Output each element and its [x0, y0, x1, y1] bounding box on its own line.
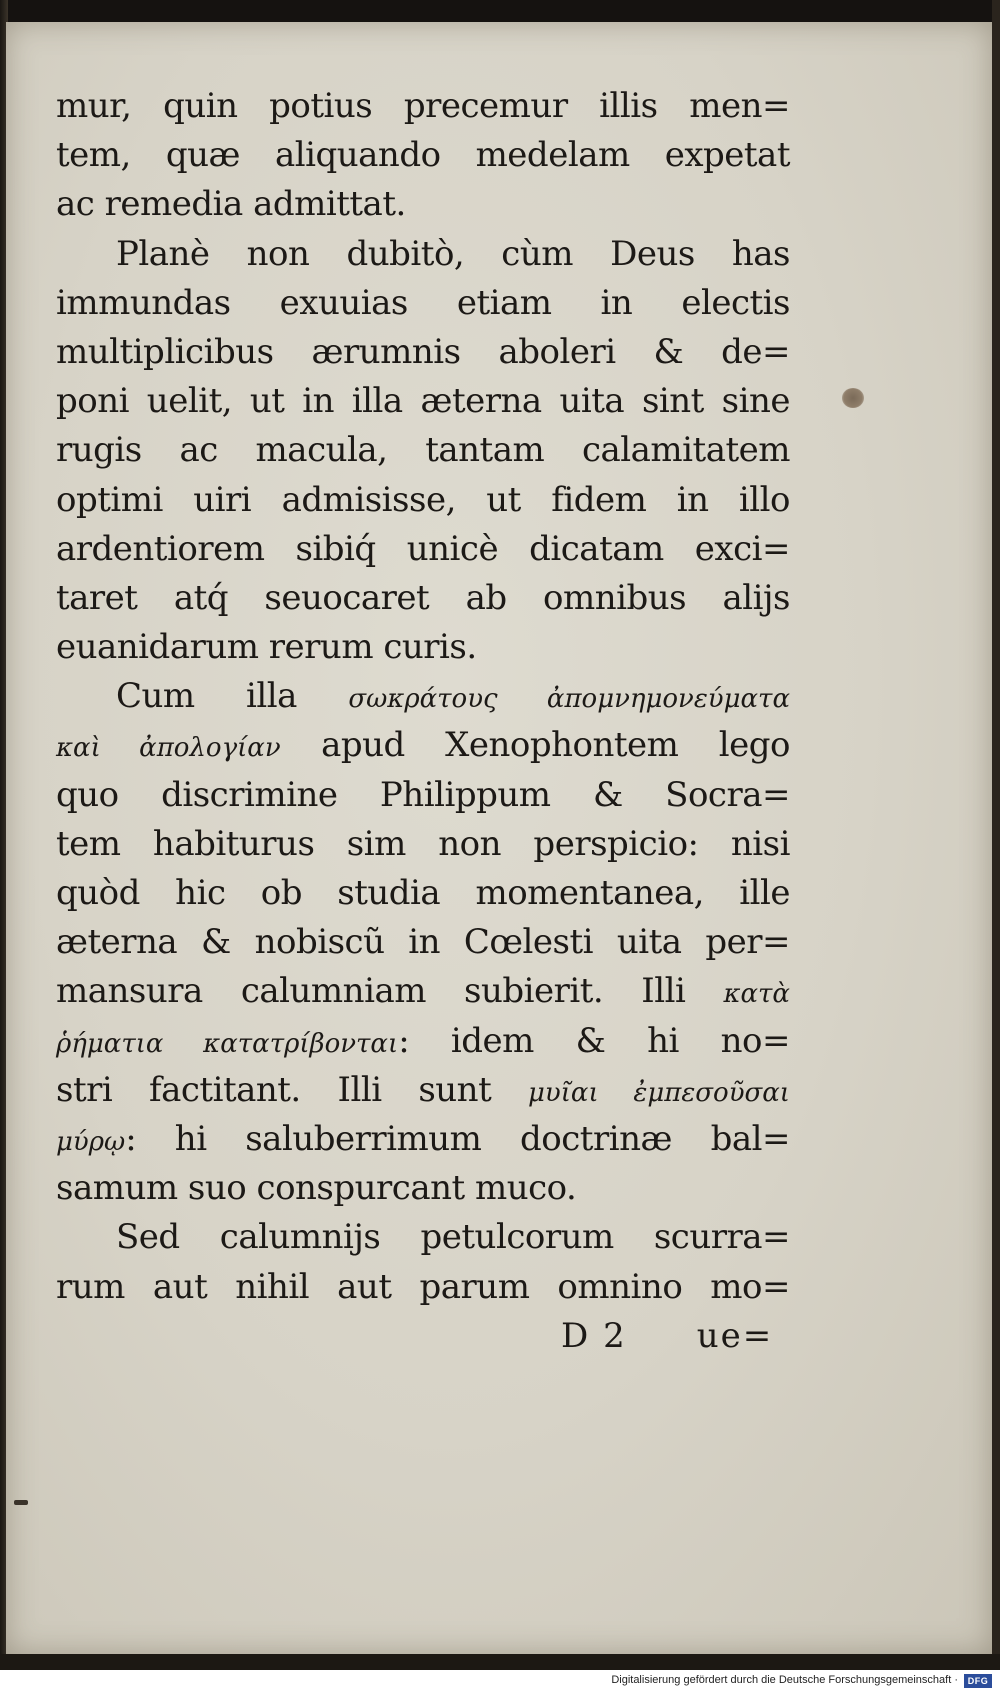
- text-line: [56, 1115, 790, 1164]
- text-line: rugis ac macula, tantam calamitatem: [56, 430, 790, 471]
- text-line: immundas exuuias etiam in electis: [56, 282, 790, 323]
- latin-text: mansura calumniam subierit. Illi: [56, 971, 686, 1012]
- text-line: multiplicibus ærumnis aboleri & de=: [56, 331, 790, 372]
- scan-top-border: [0, 0, 1000, 22]
- greek-text: κατὰ: [723, 979, 790, 1010]
- funding-credit: Digitalisierung gefördert durch die Deutsche Forschungsgemeinschaft ·: [611, 1674, 958, 1686]
- greek-text: σωκράτους ἀπομνημονεύματα: [348, 684, 791, 715]
- scan-bottom-border: [0, 1654, 1000, 1670]
- latin-text: : hi saluberrimum doctrinæ bal=: [125, 1118, 790, 1159]
- digitization-footer: [0, 1670, 1000, 1694]
- text-line: [56, 1017, 790, 1066]
- text-line: optimi uiri admisisse, ut fidem in illo: [56, 479, 790, 520]
- signature-mark: D 2: [561, 1315, 627, 1356]
- page-text: [56, 82, 790, 1361]
- scan-right-border: [992, 0, 1000, 1694]
- paragraph-start-line: Sed calumnijs petulcorum scurra=: [116, 1217, 790, 1258]
- text-line: ardentiorem sibiq́ unicè dicatam exci=: [56, 528, 790, 569]
- signature-catchword-line: [56, 1312, 790, 1361]
- text-line: tem habiturus sim non perspicio: nisi: [56, 823, 790, 864]
- text-line: ac remedia admittat.: [56, 184, 406, 225]
- text-line: euanidarum rerum curis.: [56, 627, 477, 668]
- latin-text: stri factitant. Illi sunt: [56, 1069, 492, 1110]
- text-line: rum aut nihil aut parum omnino mo=: [56, 1266, 790, 1307]
- text-line: [56, 721, 790, 770]
- text-line: mur, quin potius precemur illis men=: [56, 86, 790, 126]
- text-line: poni uelit, ut in illa æterna uita sint sine: [56, 381, 790, 422]
- text-line: quòd hic ob studia momentanea, ille: [56, 873, 790, 913]
- paragraph-start-line: Planè non dubitò, cùm Deus has: [116, 233, 790, 274]
- text-line: quo discrimine Philippum & Socra=: [56, 774, 790, 815]
- greek-text: μύρῳ: [56, 1126, 126, 1157]
- text-line: taret atq́ seuocaret ab omnibus alijs: [56, 577, 790, 618]
- latin-text: apud Xenophontem lego: [321, 725, 790, 766]
- paragraph-start-line: [56, 672, 790, 721]
- greek-text: καὶ ἀπολογίαν: [56, 733, 281, 764]
- latin-text: Cum illa: [116, 676, 297, 717]
- dfg-logo: DFG: [964, 1674, 992, 1688]
- catchword: ue=: [696, 1315, 774, 1356]
- text-line: [56, 967, 790, 1016]
- text-line: tem, quæ aliquando medelam expetat: [56, 135, 790, 176]
- greek-text: μυῖαι ἐμπεσοῦσαι: [528, 1077, 791, 1108]
- greek-text: ῥήματια κατατρίβονται: [56, 1028, 399, 1059]
- ink-blot: [842, 388, 864, 408]
- edge-mark: [14, 1500, 28, 1505]
- text-line: [56, 1066, 790, 1115]
- latin-text: : idem & hi no=: [398, 1020, 790, 1061]
- text-line: æterna & nobiscũ in Cœlesti uita per=: [56, 922, 790, 963]
- text-line: samum suo conspurcant muco.: [56, 1168, 577, 1209]
